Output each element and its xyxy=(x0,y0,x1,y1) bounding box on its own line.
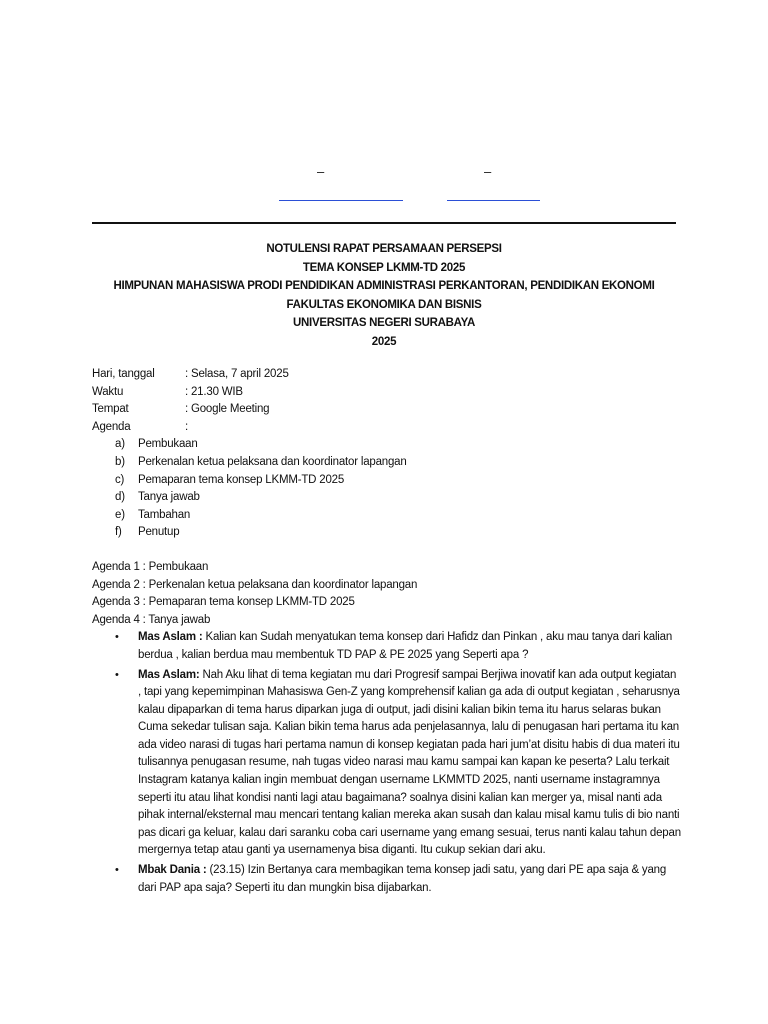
meta-date-row xyxy=(92,366,682,384)
section-spacer xyxy=(92,542,682,559)
discussion-list xyxy=(92,629,682,897)
meta-agenda-label: Agenda xyxy=(92,420,131,433)
agenda-item-letter: a) xyxy=(115,438,125,451)
meta-agenda-row xyxy=(92,419,682,437)
meta-time-row xyxy=(92,384,682,402)
discussion-item xyxy=(92,629,682,664)
meta-time-label: Waktu xyxy=(92,385,124,398)
agenda-item-letter: b) xyxy=(115,455,125,468)
meta-agenda-value: : xyxy=(185,420,188,433)
header-divider xyxy=(92,222,676,224)
meta-place-value: : Google Meeting xyxy=(185,403,270,416)
agenda-item-letter: d) xyxy=(115,491,125,504)
agenda-item-letter: e) xyxy=(115,508,125,521)
discussion-text: (23.15) Izin Bertanya cara membagikan tema konsep jadi satu, yang dari PE apa saja & yang dari PAP apa saja? Seperti itu dan mungkin bisa dijabarkan. xyxy=(138,864,667,894)
title-line-3: HIMPUNAN MAHASISWA PRODI PENDIDIKAN ADMINISTRASI PERKANTORAN, PENDIDIKAN EKONOMI xyxy=(113,280,655,292)
agenda-item xyxy=(92,489,682,507)
agenda-item xyxy=(92,436,682,454)
discussion-text: Nah Aku lihat di tema kegiatan mu dari Progresif sampai Berjiwa inovatif kan ada output kegiatan , tapi yang kepemimpinan Mahasiswa Gen-Z yang komprehensif kalian ga ada di output kegiatan , seharusnya kalau dipaparkan di tema harus diparkan juga di output, jadi disini kalian bikin tema itu harus selaras bukan Cuma sekedar tulisan saja. Kalian bikin tema harus ada penjelasannya, lalu di penugasan hari pertama itu kan ada video narasi di tugas hari pertama namun di konsep kegiatan pada hari jum’at disitu habis di dua materi itu tulisannya penugasan resume, nah tugas video narasi mau kamu sampai kan kapan ke peserta? Lalu terkait Instagram katanya kalian ingin membuat dengan username LKMMTD 2025, nanti username instagramnya seperti itu atau lihat kondisi nanti lagi atau bagaimana? soalnya disini kalian kan merger ya, misal nanti ada pihak internal/eksternal mau mencari tentang kalian mereka akan susah dan kalau misal kamu tulis di bio nanti pas dicari ga keluar, kalau dari saranku coba cari username yang emang sesuai, terus nanti kalau tahun depan mergernya tetap atau ganti ya usernamenya bisa diganti. Itu cukup sekian dari aku. xyxy=(138,668,681,857)
agenda-section-2: Agenda 2 : Perkenalan ketua pelaksana dan koordinator lapangan xyxy=(92,578,418,591)
bullet-icon: • xyxy=(115,668,119,681)
speaker-name: Mbak Dania : xyxy=(138,864,207,877)
speaker-name: Mas Aslam : xyxy=(138,631,203,644)
agenda-item-text: Penutup xyxy=(138,526,180,539)
agenda-item xyxy=(92,472,682,490)
meta-time-value: : 21.30 WIB xyxy=(185,385,243,398)
meta-place-row xyxy=(92,401,682,419)
document-title xyxy=(92,240,676,351)
agenda-section-4: Agenda 4 : Tanya jawab xyxy=(92,613,211,626)
discussion-text: Kalian kan Sudah menyatukan tema konsep dari Hafidz dan Pinkan , aku mau tanya dari kalian berdua , kalian berdua mau membentuk TD PAP & PE 2025 yang Seperti apa ? xyxy=(138,631,673,661)
discussion-item xyxy=(92,862,682,897)
agenda-item-text: Tambahan xyxy=(138,508,191,521)
speaker-name: Mas Aslam: xyxy=(138,668,200,681)
meta-date-value: : Selasa, 7 april 2025 xyxy=(185,368,289,380)
agenda-section-3: Agenda 3 : Pemaparan tema konsep LKMM-TD 2025 xyxy=(92,596,355,609)
agenda-item xyxy=(92,507,682,525)
document-body xyxy=(92,366,682,899)
discussion-item xyxy=(92,667,682,861)
title-line-6: 2025 xyxy=(371,335,397,348)
bullet-icon: • xyxy=(115,864,119,877)
agenda-item-letter: c) xyxy=(115,473,125,486)
agenda-item-letter: f) xyxy=(115,526,122,539)
agenda-item-text: Pembukaan xyxy=(138,438,198,451)
title-line-4: FAKULTAS EKONOMIKA DAN BISNIS xyxy=(286,298,482,311)
meta-date-label: Hari, tanggal xyxy=(92,368,155,380)
title-line-1: NOTULENSI RAPAT PERSAMAAN PERSEPSI xyxy=(266,243,502,255)
agenda-item-text: Perkenalan ketua pelaksana dan koordinator lapangan xyxy=(138,455,407,468)
agenda-item-text: Pemaparan tema konsep LKMM-TD 2025 xyxy=(138,473,345,486)
header-dash-left: – xyxy=(317,164,325,179)
header-link-left[interactable] xyxy=(279,200,403,201)
header-marks xyxy=(0,165,768,205)
agenda-section-1: Agenda 1 : Pembukaan xyxy=(92,560,209,573)
title-line-2: TEMA KONSEP LKMM-TD 2025 xyxy=(302,261,466,274)
agenda-item xyxy=(92,524,682,542)
meta-place-label: Tempat xyxy=(92,403,129,416)
agenda-item-text: Tanya jawab xyxy=(138,491,200,504)
title-line-5: UNIVERSITAS NEGERI SURABAYA xyxy=(293,317,475,329)
header-link-right[interactable] xyxy=(447,200,540,201)
agenda-list xyxy=(92,436,682,542)
agenda-item xyxy=(92,454,682,472)
header-dash-right: – xyxy=(484,164,492,179)
bullet-icon: • xyxy=(115,631,119,644)
